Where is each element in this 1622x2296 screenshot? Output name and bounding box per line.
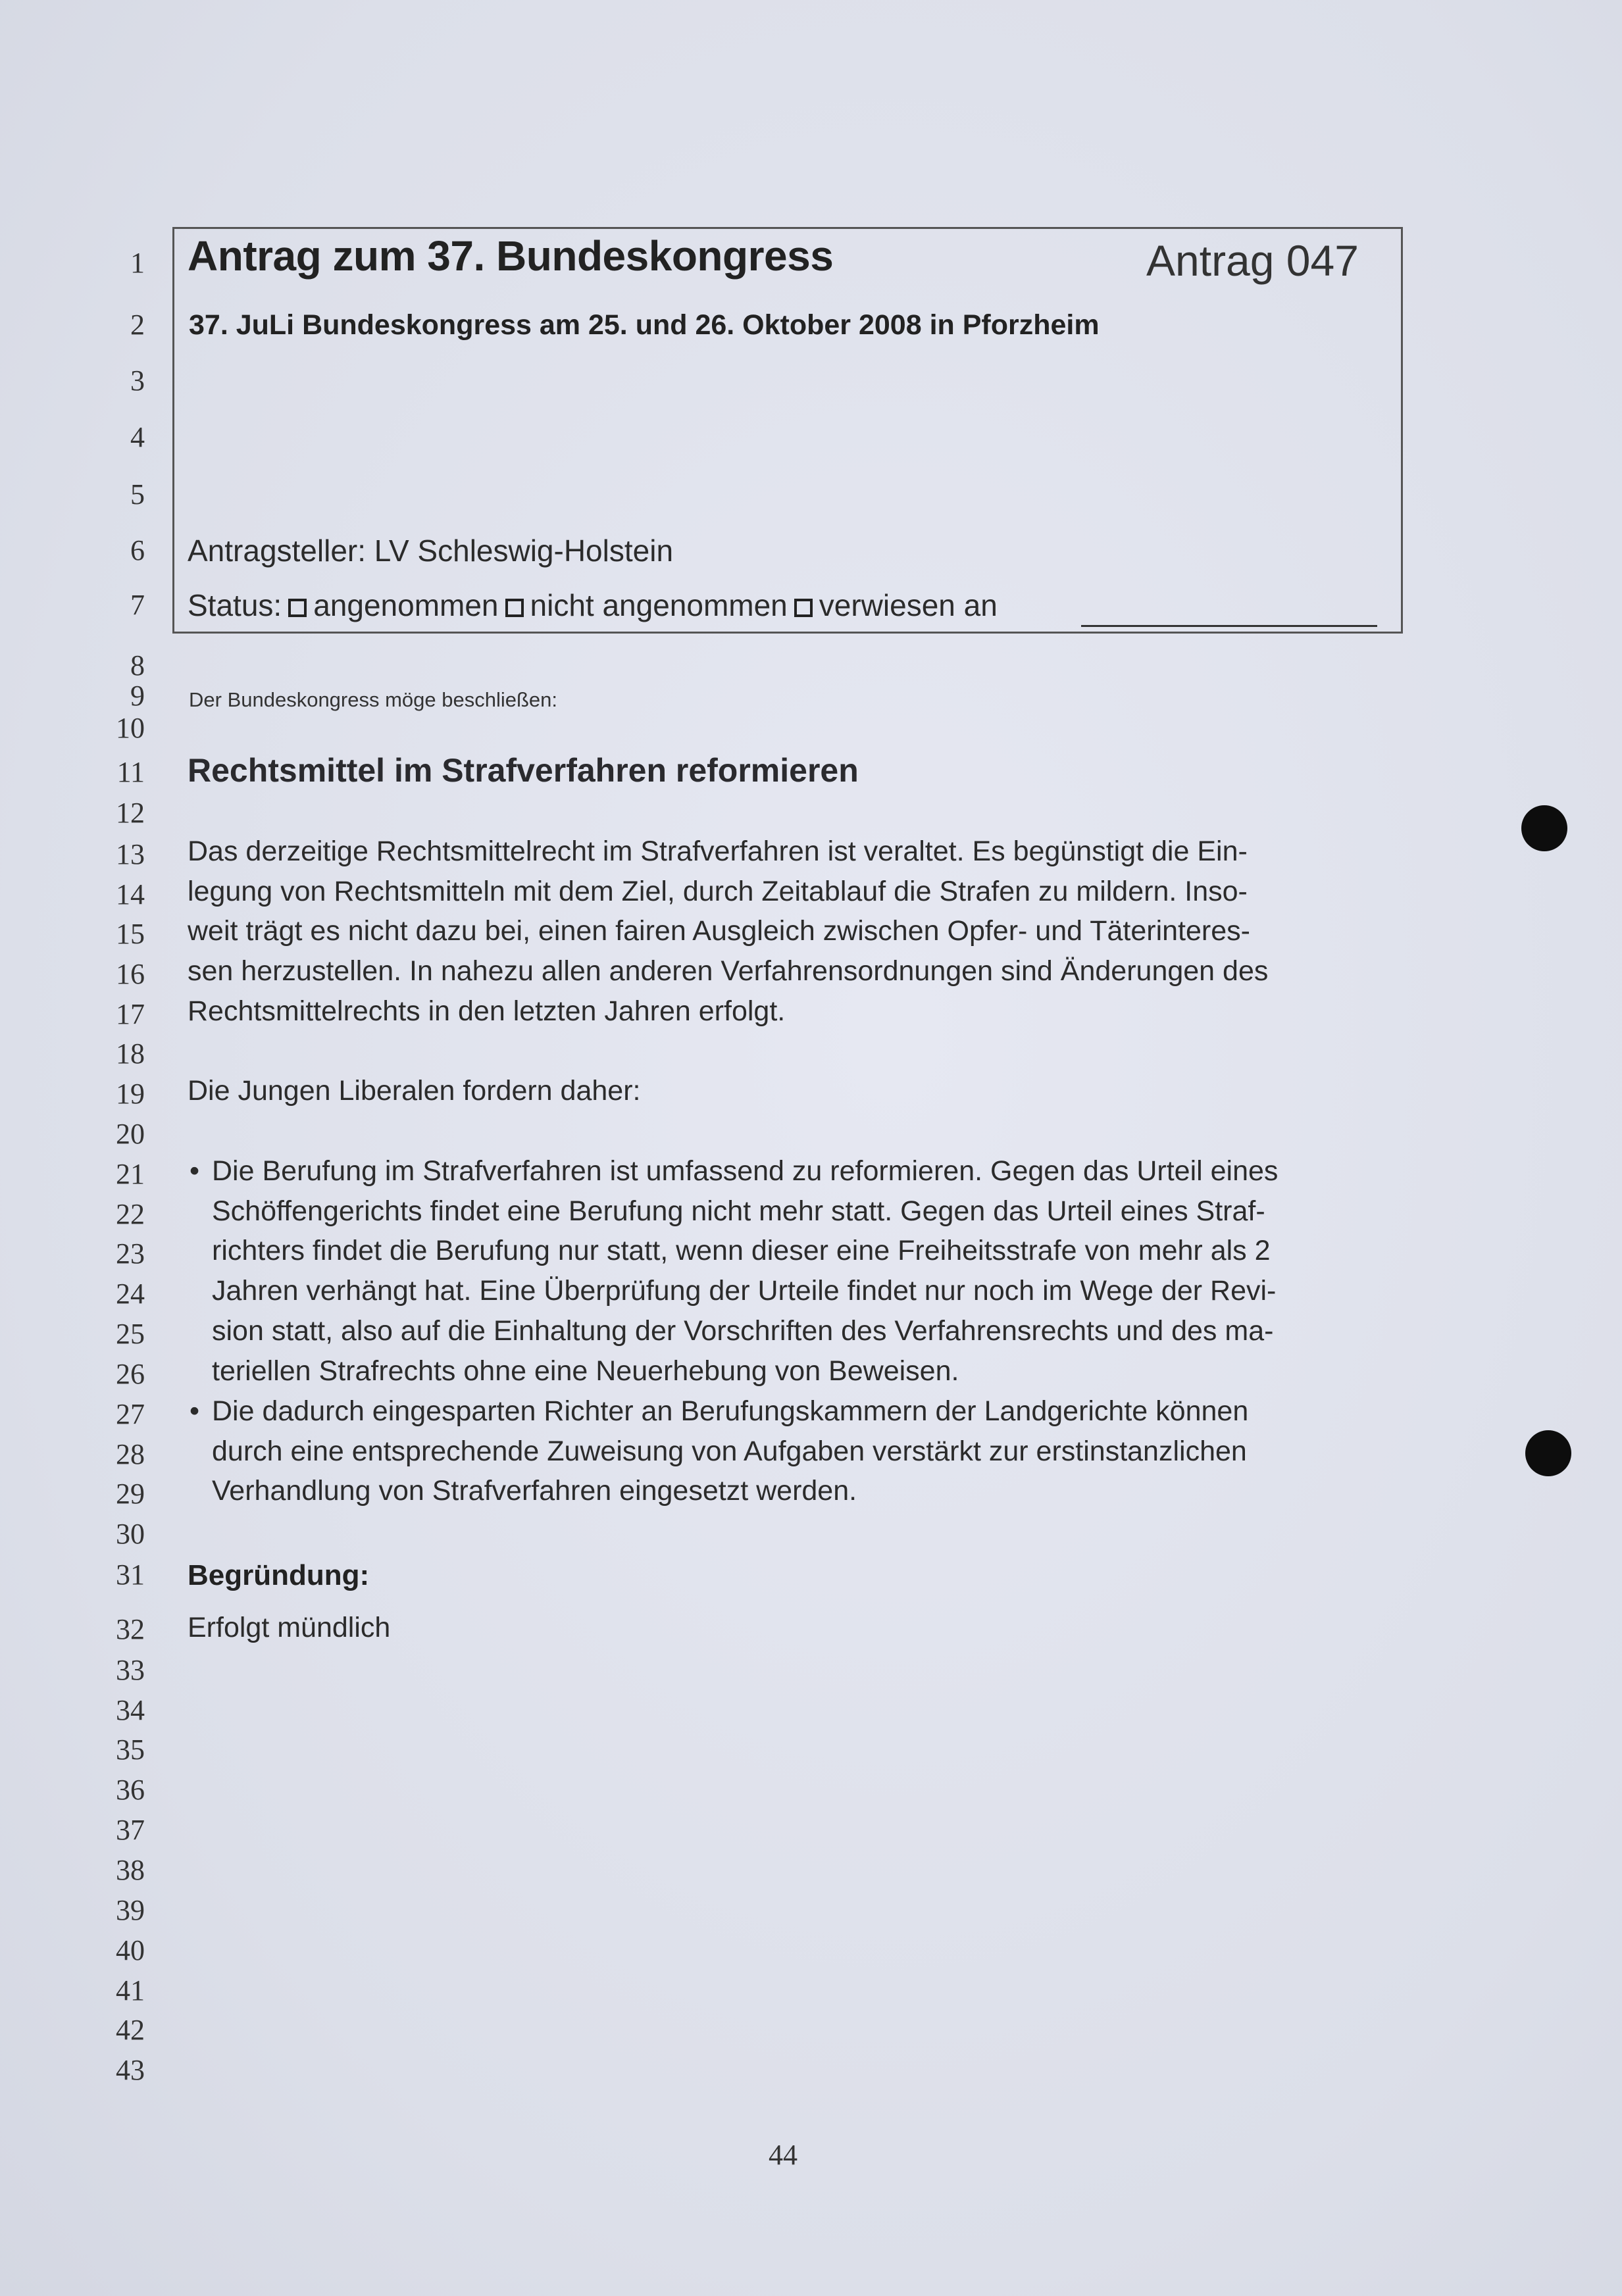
- punch-hole: [1521, 805, 1567, 851]
- checkbox-rejected[interactable]: [505, 599, 524, 617]
- paragraph-line: weit trägt es nicht dazu bei, einen fairen Ausgleich zwischen Opfer- und Täterinteres-: [188, 915, 1250, 947]
- punch-hole: [1525, 1430, 1571, 1476]
- bullet-line: sion statt, also auf die Einhaltung der Vorschriften des Verfahrensrechts und des ma-: [212, 1315, 1274, 1347]
- line-number: 19: [116, 1078, 145, 1110]
- bullet-line: durch eine entsprechende Zuweisung von Aufgaben verstärkt zur erstinstanzlichen: [212, 1435, 1247, 1467]
- bullet-line: Die dadurch eingesparten Richter an Berufungskammern der Landgerichte können: [212, 1395, 1249, 1427]
- line-number: 12: [116, 797, 145, 829]
- line-number: 42: [116, 2014, 145, 2046]
- line-number: 3: [130, 364, 145, 397]
- line-number: 11: [116, 756, 145, 788]
- reason-label: Begründung:: [188, 1559, 370, 1591]
- status-label: Status:: [188, 588, 282, 622]
- line-number: 26: [116, 1358, 145, 1390]
- line-number: 34: [116, 1694, 145, 1726]
- line-number: 36: [116, 1774, 145, 1806]
- line-number: 20: [116, 1118, 145, 1150]
- motion-heading: Rechtsmittel im Strafverfahren reformieren: [188, 752, 859, 789]
- bullet-marker: •: [190, 1155, 200, 1187]
- bullet-marker: •: [190, 1395, 200, 1427]
- line-number: 22: [116, 1198, 145, 1230]
- page-number: 44: [769, 2139, 798, 2171]
- line-number: 7: [130, 589, 145, 621]
- line-number: 35: [116, 1734, 145, 1766]
- paragraph-line: legung von Rechtsmitteln mit dem Ziel, durch Zeitablauf die Strafen zu mildern. Inso-: [188, 876, 1248, 907]
- line-number: 38: [116, 1854, 145, 1886]
- checkbox-referred[interactable]: [794, 599, 813, 617]
- resolution-intro: Der Bundeskongress möge beschließen:: [189, 688, 558, 711]
- line-number: 43: [116, 2054, 145, 2086]
- line-number: 16: [116, 958, 145, 990]
- line-number: 39: [116, 1894, 145, 1926]
- bullet-line: Verhandlung von Strafverfahren eingesetzt werden.: [212, 1475, 857, 1507]
- bullet-line: Schöffengerichts findet eine Berufung nicht mehr statt. Gegen das Urteil eines Straf-: [212, 1195, 1265, 1227]
- motion-number: Antrag 047: [1146, 236, 1359, 285]
- line-number: 25: [116, 1318, 145, 1350]
- bullet-line: teriellen Strafrechts ohne eine Neuerhebung von Beweisen.: [212, 1355, 959, 1387]
- line-number: 15: [116, 918, 145, 950]
- line-number: 2: [130, 309, 145, 341]
- applicant: Antragsteller: LV Schleswig-Holstein: [188, 534, 674, 568]
- bullet-line: Jahren verhängt hat. Eine Überprüfung der Urteile findet nur noch im Wege der Revi-: [212, 1275, 1277, 1307]
- line-number: 6: [130, 534, 145, 566]
- reason-text: Erfolgt mündlich: [188, 1612, 391, 1643]
- line-number: 41: [116, 1974, 145, 2007]
- line-number: 30: [116, 1518, 145, 1550]
- paragraph-line: sen herzustellen. In nahezu allen anderen Verfahrensordnungen sind Änderungen des: [188, 955, 1269, 987]
- congress-subtitle: 37. JuLi Bundeskongress am 25. und 26. Oktober 2008 in Pforzheim: [189, 309, 1100, 341]
- status-line: [188, 587, 998, 623]
- line-number: 8: [130, 649, 145, 682]
- line-number: 5: [130, 478, 145, 511]
- header-box: [172, 227, 1403, 634]
- line-number: 13: [116, 838, 145, 870]
- line-number: 1: [130, 247, 145, 279]
- line-number: 14: [116, 878, 145, 911]
- line-number: 9: [130, 680, 145, 712]
- status-option-accepted: angenommen: [313, 588, 499, 622]
- line-number: 10: [116, 712, 145, 744]
- checkbox-accepted[interactable]: [288, 599, 307, 617]
- line-number: 28: [116, 1438, 145, 1470]
- document-title: Antrag zum 37. Bundeskongress: [188, 232, 834, 280]
- line-number: 21: [116, 1158, 145, 1190]
- paragraph-line: Das derzeitige Rechtsmittelrecht im Strafverfahren ist veraltet. Es begünstigt die Ein-: [188, 836, 1248, 867]
- line-number: 18: [116, 1037, 145, 1070]
- demand-intro: Die Jungen Liberalen fordern daher:: [188, 1075, 641, 1107]
- line-number: 24: [116, 1278, 145, 1310]
- line-number: 17: [116, 998, 145, 1030]
- line-number: 31: [116, 1559, 145, 1591]
- line-number: 29: [116, 1478, 145, 1510]
- referral-blank-line[interactable]: [1081, 625, 1377, 627]
- bullet-line: Die Berufung im Strafverfahren ist umfassend zu reformieren. Gegen das Urteil eines: [212, 1155, 1279, 1187]
- line-number: 4: [130, 421, 145, 453]
- line-number: 40: [116, 1934, 145, 1966]
- line-number: 33: [116, 1654, 145, 1686]
- line-number: 23: [116, 1237, 145, 1270]
- paragraph-line: Rechtsmittelrechts in den letzten Jahren erfolgt.: [188, 995, 786, 1027]
- line-number: 37: [116, 1814, 145, 1846]
- bullet-line: richters findet die Berufung nur statt, wenn dieser eine Freiheitsstrafe von mehr als 2: [212, 1235, 1271, 1266]
- status-option-referred: verwiesen an: [819, 588, 998, 622]
- line-number: 27: [116, 1398, 145, 1430]
- status-option-rejected: nicht angenommen: [530, 588, 788, 622]
- line-number: 32: [116, 1613, 145, 1645]
